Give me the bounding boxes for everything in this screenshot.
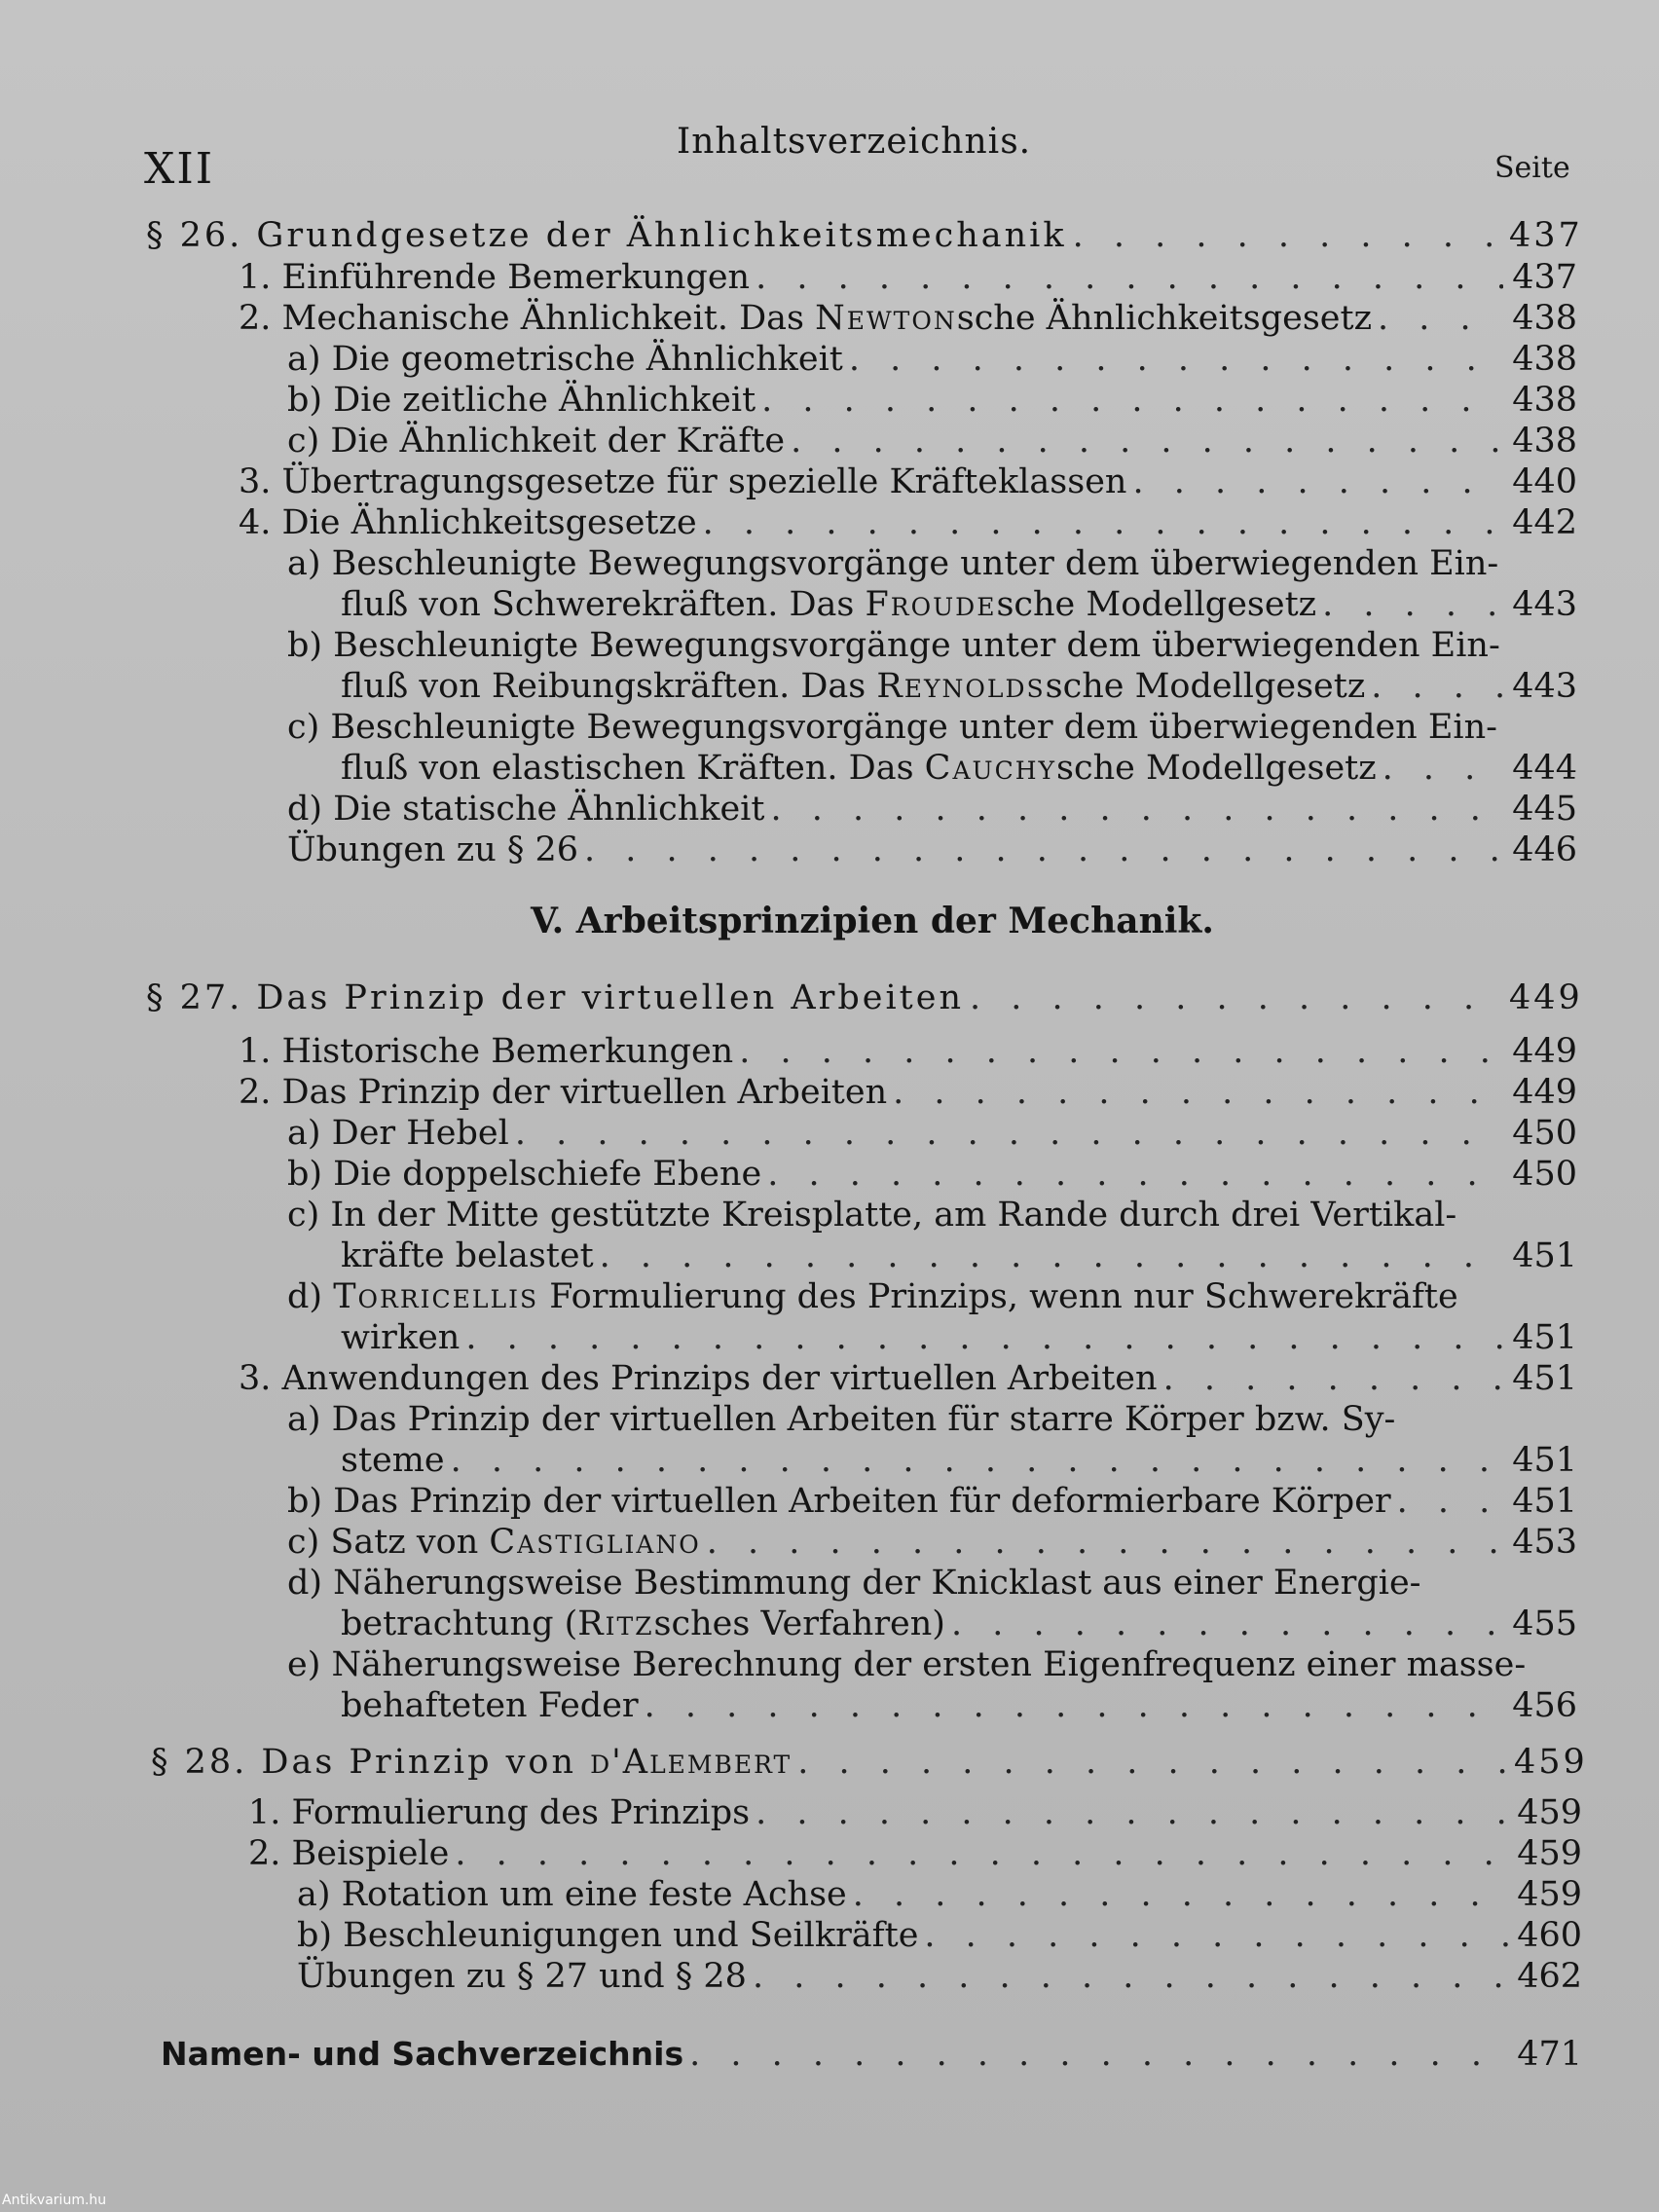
running-header: Inhaltsverzeichnis. [677, 122, 1032, 162]
toc-entry-s26-2 [239, 299, 1577, 338]
toc-page-number: 451 [1512, 1318, 1577, 1357]
toc-entry-title: fluß von Reibungskräften. Das Reynoldssche Modellgesetz [341, 667, 1366, 706]
toc-entry-title: behafteten Feder [341, 1686, 639, 1725]
toc-entry-s27-1 [239, 1032, 1577, 1071]
toc-entry-title: 2. Mechanische Ähnlichkeit. Das Newtonsche Ähnlichkeitsgesetz [239, 299, 1373, 338]
toc-page-number: 437 [1509, 216, 1583, 255]
watermark: Antikvarium.hu [2, 2193, 107, 2208]
toc-entry-s26-4c [341, 749, 1577, 788]
toc-entry-s27-3e [341, 1686, 1577, 1725]
toc-entry-title: 4. Die Ähnlichkeitsgesetze [239, 503, 697, 542]
toc-page-number: 449 [1509, 978, 1583, 1017]
toc-entry-s28 [151, 1743, 1588, 1782]
toc-entry-title: fluß von elastischen Kräften. Das Cauchysche Modellgesetz [341, 749, 1377, 788]
toc-entry-title: § 27. Das Prinzip der virtuellen Arbeiten [146, 978, 965, 1017]
toc-entry-s28-uebungen [297, 1957, 1582, 1996]
toc-page-number: 459 [1517, 1834, 1582, 1873]
toc-page-number: 451 [1512, 1359, 1577, 1398]
toc-entry-s27-3b [287, 1482, 1577, 1521]
toc-page-number: 442 [1512, 503, 1577, 542]
toc-entry-s26-3 [239, 462, 1577, 501]
toc-entry-s26-4b-line1: b) Beschleunigte Bewegungsvorgänge unter dem überwiegenden Ein- [287, 626, 1500, 665]
toc-page-number: 438 [1512, 422, 1577, 461]
toc-entry-s27-3a [341, 1441, 1577, 1480]
toc-entry-s28-2a [297, 1875, 1582, 1914]
toc-entry-s27-3c [287, 1523, 1577, 1562]
toc-page-number: 445 [1512, 790, 1577, 829]
toc-entry-s28-1 [248, 1793, 1582, 1832]
toc-entry-title: b) Beschleunigungen und Seilkräfte [297, 1916, 919, 1955]
toc-entry-s26-4b [341, 667, 1577, 706]
toc-entry-s26-2c [287, 422, 1577, 461]
toc-entry-title: fluß von Schwerekräften. Das Froudesche Modellgesetz [341, 585, 1317, 624]
toc-entry-s26-4a [341, 585, 1577, 624]
toc-entry-title: d) Die statische Ähnlichkeit [287, 790, 765, 829]
toc-page-number: 459 [1517, 1875, 1582, 1914]
toc-page-number: 440 [1512, 462, 1577, 501]
toc-entry-title: 1. Historische Bemerkungen [239, 1032, 734, 1071]
toc-page-number: 455 [1512, 1604, 1577, 1643]
toc-entry-title: betrachtung (Ritzsches Verfahren) [341, 1604, 945, 1643]
page-number-roman: XII [144, 144, 215, 194]
toc-page-number: 449 [1512, 1073, 1577, 1112]
toc-entry-title: § 28. Das Prinzip von d'Alembert [151, 1743, 793, 1782]
chapter-heading: V. Arbeitsprinzipien der Mechanik. [531, 901, 1214, 941]
toc-entry-s26-4 [239, 503, 1577, 542]
toc-entry-s27-2a [287, 1114, 1577, 1153]
toc-page-number: 459 [1514, 1743, 1588, 1782]
toc-entry-title: 3. Anwendungen des Prinzips der virtuellen Arbeiten [239, 1359, 1158, 1398]
toc-entry-title: b) Die doppelschiefe Ebene [287, 1155, 762, 1194]
toc-page-number: 443 [1512, 667, 1577, 706]
toc-page-number: 450 [1512, 1114, 1577, 1153]
toc-entry-title: wirken [341, 1318, 461, 1357]
toc-page-number: 462 [1517, 1957, 1582, 1996]
toc-entry-s26-1 [239, 258, 1577, 297]
seite-label: Seite [1494, 151, 1570, 185]
toc-entry-title: c) Satz von Castigliano [287, 1523, 701, 1562]
toc-entry-s26-uebungen [287, 830, 1577, 869]
toc-entry-title: 2. Das Prinzip der virtuellen Arbeiten [239, 1073, 888, 1112]
toc-page-number: 451 [1512, 1482, 1577, 1521]
toc-entry-title: 3. Übertragungsgesetze für spezielle Kräfteklassen [239, 462, 1127, 501]
toc-entry-s27-2b [287, 1155, 1577, 1194]
toc-entry-s26-4c-line1: c) Beschleunigte Bewegungsvorgänge unter dem überwiegenden Ein- [287, 708, 1497, 747]
toc-entry-index [161, 2035, 1582, 2074]
toc-entry-title: Übungen zu § 27 und § 28 [297, 1957, 747, 1996]
toc-entry-title: 1. Formulierung des Prinzips [248, 1793, 751, 1832]
toc-entry-s27-2d-line1: d) Torricellis Formulierung des Prinzips, wenn nur Schwerekräfte [287, 1277, 1458, 1316]
toc-entry-title: kräfte belastet [341, 1236, 594, 1275]
toc-entry-title: Übungen zu § 26 [287, 830, 579, 869]
toc-entry-s26-4d [287, 790, 1577, 829]
toc-page-number: 438 [1512, 340, 1577, 379]
toc-page-number: 453 [1512, 1523, 1577, 1562]
toc-entry-s27-2 [239, 1073, 1577, 1112]
toc-page-number: 451 [1512, 1441, 1577, 1480]
toc-page-number: 450 [1512, 1155, 1577, 1194]
toc-page-number: 449 [1512, 1032, 1577, 1071]
toc-entry-title: steme [341, 1441, 445, 1480]
toc-entry-s27-3a-line1: a) Das Prinzip der virtuellen Arbeiten für starre Körper bzw. Sy- [287, 1400, 1396, 1439]
toc-entry-s27-2d [341, 1318, 1577, 1357]
toc-page-number: 437 [1512, 258, 1577, 297]
toc-entry-s27-3e-line1: e) Näherungsweise Berechnung der ersten Eigenfrequenz einer masse- [287, 1645, 1527, 1684]
toc-entry-title: § 26. Grundgesetze der Ähnlichkeitsmechanik [146, 216, 1067, 255]
toc-entry-title: Namen- und Sachverzeichnis [161, 2035, 684, 2073]
toc-page-number: 460 [1517, 1916, 1582, 1955]
toc-entry-title: b) Das Prinzip der virtuellen Arbeiten für deformierbare Körper [287, 1482, 1391, 1521]
toc-entry-s27-2c-line1: c) In der Mitte gestützte Kreisplatte, am Rande durch drei Vertikal- [287, 1196, 1457, 1235]
toc-entry-title: 2. Beispiele [248, 1834, 450, 1873]
toc-entry-title: a) Die geometrische Ähnlichkeit [287, 340, 843, 379]
toc-entry-s26-2b [287, 381, 1577, 420]
toc-entry-s26 [146, 216, 1583, 255]
toc-entry-s27-3d [341, 1604, 1577, 1643]
toc-entry-s27 [146, 978, 1583, 1017]
toc-page-number: 451 [1512, 1236, 1577, 1275]
toc-entry-s26-4a-line1: a) Beschleunigte Bewegungsvorgänge unter dem überwiegenden Ein- [287, 544, 1499, 583]
toc-entry-title: a) Der Hebel [287, 1114, 509, 1153]
toc-entry-s27-3d-line1: d) Näherungsweise Bestimmung der Knicklast aus einer Energie- [287, 1564, 1421, 1603]
toc-entry-s27-2c [341, 1236, 1577, 1275]
toc-page-number: 456 [1512, 1686, 1577, 1725]
toc-entry-s26-2a [287, 340, 1577, 379]
toc-page-number: 446 [1512, 830, 1577, 869]
toc-entry-s27-3 [239, 1359, 1577, 1398]
toc-entry-title: 1. Einführende Bemerkungen [239, 258, 751, 297]
toc-page-number: 459 [1517, 1793, 1582, 1832]
toc-page-number: 443 [1512, 585, 1577, 624]
toc-page-number: 438 [1512, 299, 1577, 338]
toc-entry-title: c) Die Ähnlichkeit der Kräfte [287, 422, 786, 461]
toc-entry-title: a) Rotation um eine feste Achse [297, 1875, 847, 1914]
toc-entry-s28-2b [297, 1916, 1582, 1955]
toc-entry-title: b) Die zeitliche Ähnlichkeit [287, 381, 756, 420]
toc-entry-s28-2 [248, 1834, 1582, 1873]
toc-page-number: 471 [1517, 2035, 1582, 2074]
toc-page-number: 444 [1512, 749, 1577, 788]
toc-page-number: 438 [1512, 381, 1577, 420]
